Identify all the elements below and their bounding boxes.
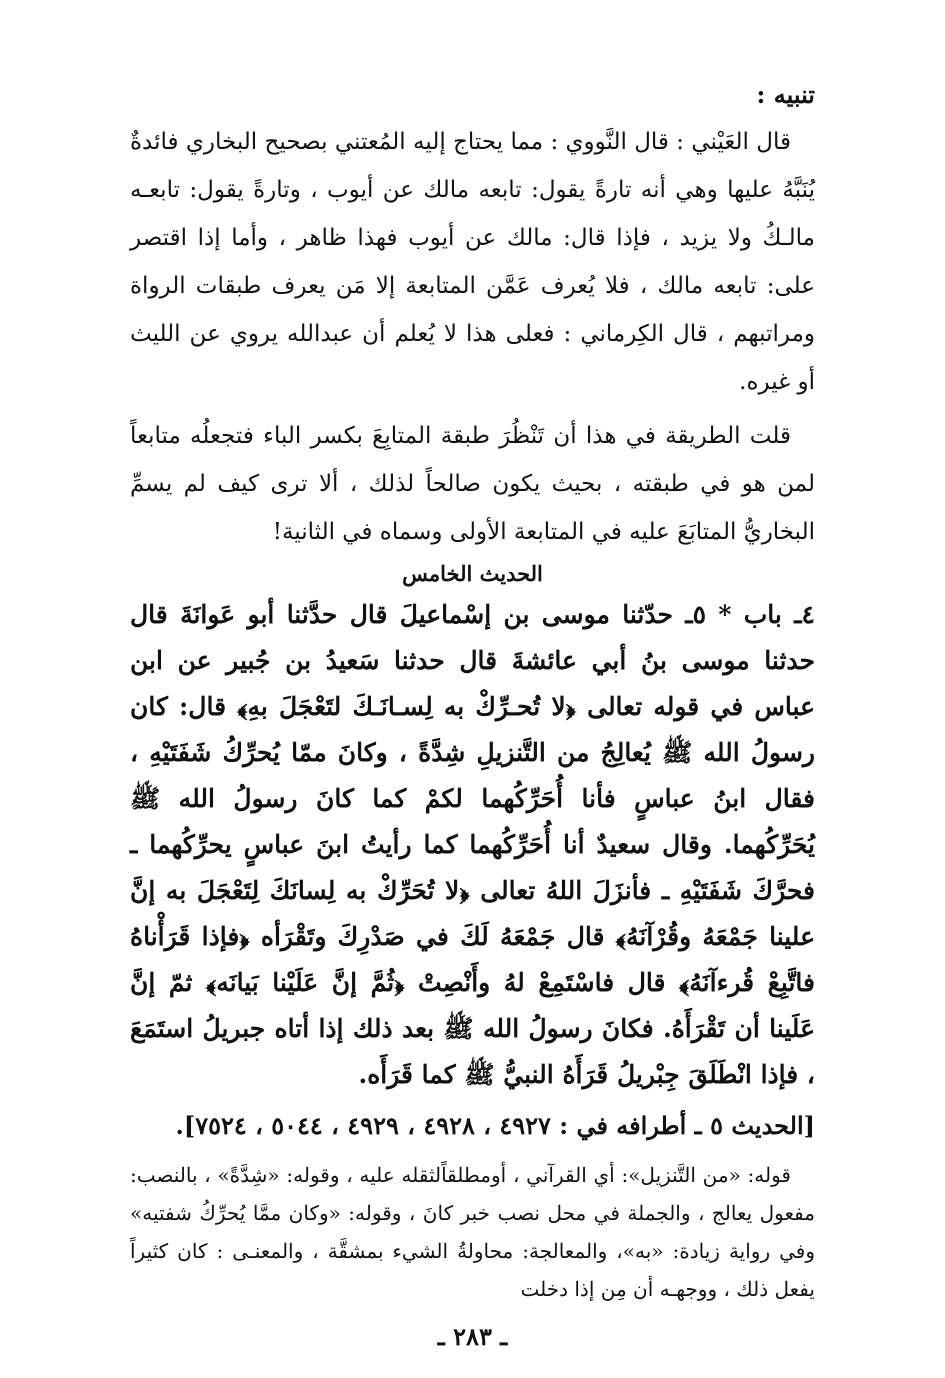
commentary-text: قوله: «من التَّنزيل»: أي القرآني ، أومطلقاًلثقله عليه ، وقوله: «شِدَّةً» ، بالنصب: مفعول يعالج ، والجملة في محل نصب خبر كانَ ، وقوله: «وكان ممَّا يُحرِّكُ شفتيه» وفي رواية زيادة: «به»، والمعالجة: محاولةُ الشيء بمشقَّة ، والمعنـى : كان كثيراً يفعل ذلك ، ووجهـه أن مِن إذا دخلت (130, 1163, 815, 1301)
hadith-references: [الحديث ٥ ـ أطرافه في : ٤٩٢٧ ، ٤٩٢٨ ، ٤٩٢٩ ، ٥٠٤٤ ، ٧٥٢٤]. (175, 1111, 815, 1140)
paragraph-author-note: قلت الطريقة في هذا أن تَنْظُرَ طبقة المتابِعَ بكسر الباء فتجعلُه متابعاً لمن هو في طبقته ، بحيث يكون صالحاً لذلك ، ألا ترى كيف لم يسمِّ البخاريُّ المتابَعَ عليه في المتابعة الأولى وسماه في الثانية! (130, 423, 815, 545)
hadith-heading: الحديث الخامس (402, 561, 543, 586)
hadith-text: ٤ـ باب * ٥ـ حدّثنا موسى بن إسْماعيلَ قال حدَّثنا أبو عَوانَةَ قال حدثنا موسى بنُ أبي عائشةَ قال حدثنا سَعيدُ بن جُبير عن ابن عباس في قوله تعالى ﴿لا تُحـرِّكْ به لِسـانَـكَ لتَعْجَلَ بهِ﴾ قال: كان رسولُ الله ﷺ يُعالِجُ من التَّنزيلِ شِدَّةً ، وكانَ ممّا يُحرِّكُ شَفَتَيْهِ ، فقال ابنُ عباسٍ فأنا أُحَرِّكُهما لكمْ كما كانَ رسولُ الله ﷺ يُحَرِّكُهما. وقال سعيدٌ أنا أُحَرِّكُهما كما رأيتُ ابنَ عباسٍ يحرِّكُهما ـ فحرَّكَ شَفَتَيْهِ ـ فأنزَلَ اللهُ تعالى ﴿لا تُحَرِّكْ به لِسانَكَ لِتَعْجَلَ به إنَّ علينا جَمْعَهُ وقُرْآنَهُ﴾ قال جَمْعَهُ لَكَ في صَدْرِكَ وتَقْرَأه ﴿فإذا قَرَأْناهُ فاتَّبِعْ قُرءآنَهُ﴾ قال فاسْتَمِعْ لهُ وأَنْصِتْ ﴿ثُمَّ إنَّ عَلَيْنا بَيانَه﴾ ثمّ إنَّ عَلَينا أن تَقْرَأَهُ. فكانَ رسولُ الله ﷺ بعد ذلك إذا أتاه جبريلُ استَمَعَ ، فإذا انْطَلَقَ جِبْريلُ قَرَأَهُ النبيُّ ﷺ كما قَرَأَه. (130, 600, 815, 1089)
notice-title: تنبيه : (756, 80, 815, 109)
page-number: ـ ٢٨٣ ـ (437, 1322, 508, 1351)
paragraph-nawawi-quote: قال العَيْني : قال النَّووي : مما يحتاج إليه المُعتني بصحيح البخاري فائدةٌ يُنَبَّهُ عليها وهي أنه تارةً يقول: تابعه مالك عن أيوب ، وتارةً يقول: تابعـه مالـكُ ولا يزيد ، فإذا قال: مالك عن أيوب فهذا ظاهر ، وأما إذا اقتصر على: تابعه مالك ، فلا يُعرف عَمَّن المتابعة إلا مَن يعرف طبقات الرواة ومراتبهم ، قال الكِرماني : فعلى هذا لا يُعلم أن عبدالله يروي عن الليث أو غيره. (130, 129, 815, 395)
